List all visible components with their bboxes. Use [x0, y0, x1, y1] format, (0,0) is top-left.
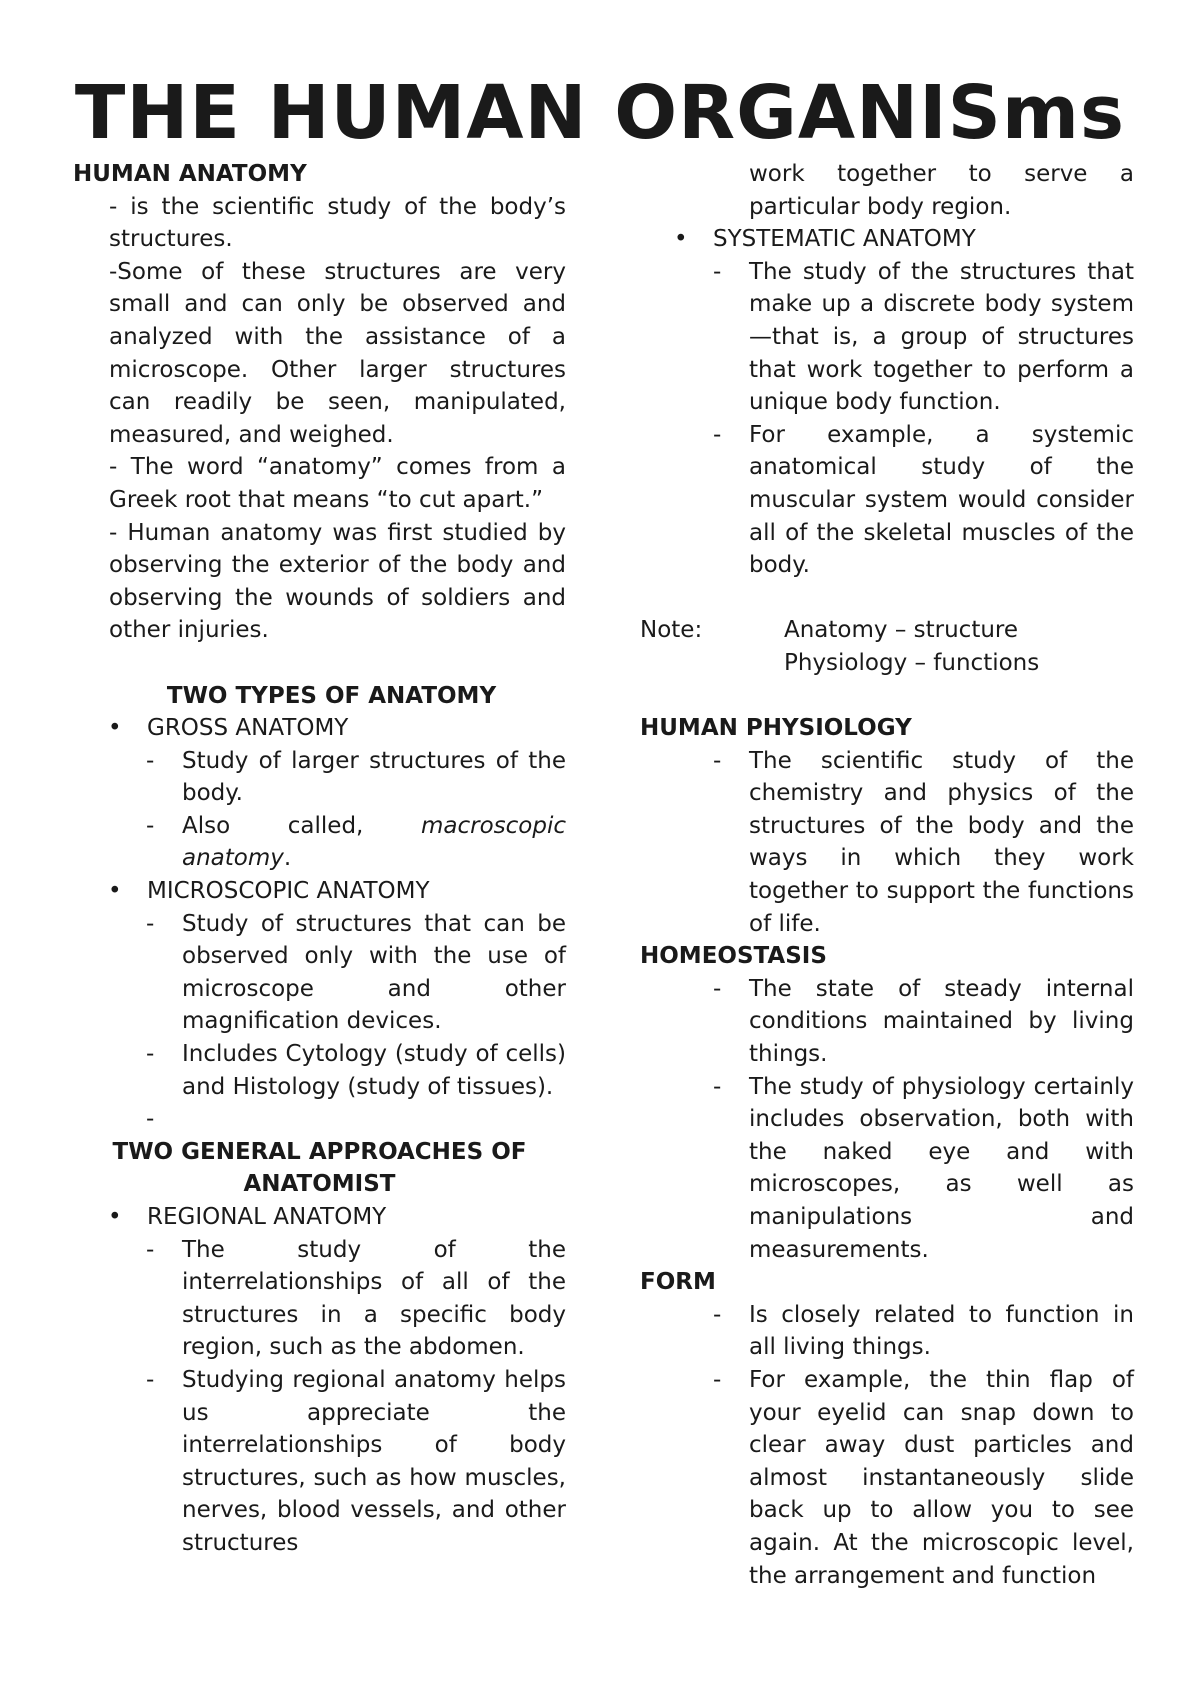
- empty-dash-item: -: [146, 1106, 155, 1133]
- spacer: [73, 647, 566, 680]
- note-block: [640, 614, 1134, 679]
- two-types-heading: TWO TYPES OF ANATOMY: [166, 682, 497, 709]
- human-anatomy-heading: HUMAN ANATOMY: [73, 161, 307, 187]
- left-column: [73, 158, 566, 1560]
- gross-anatomy-item-2: [73, 810, 566, 875]
- macroscopic-anatomy-term: macroscopic anatomy: [182, 812, 566, 872]
- human-anatomy-para-4: - Human anatomy was first studied by observing the exterior of the body and observing the wounds of soldiers and other injuries.: [109, 519, 566, 644]
- microscopic-anatomy-item-1: - Study of structures that can be observed only with the use of microscope and other magnification devices.: [73, 908, 566, 1038]
- systematic-anatomy-item-2: - For example, a systemic anatomical study of the muscular system would consider all of the skeletal muscles of the body.: [640, 419, 1134, 582]
- gross-anatomy-bullet: • GROSS ANATOMY: [73, 712, 566, 745]
- systematic-anatomy-bullet: • SYSTEMATIC ANATOMY: [640, 223, 1134, 256]
- human-anatomy-para-2: -Some of these structures are very small and can only be observed and analyzed with the assistance of a microscope. Other larger structures can readily be seen, manipulated, measured, and weighed.: [109, 258, 566, 448]
- regional-anatomy-item-2-continued: work together to serve a particular body region.: [749, 161, 1134, 220]
- gross-anatomy-item-1: - Study of larger structures of the body.: [73, 745, 566, 810]
- regional-anatomy-bullet: • REGIONAL ANATOMY: [73, 1201, 566, 1234]
- human-anatomy-para-1: - is the scientific study of the body’s structures.: [109, 193, 566, 253]
- right-column: [640, 158, 1134, 1592]
- approaches-heading-line-1: TWO GENERAL APPROACHES OF: [112, 1138, 527, 1165]
- microscopic-anatomy-item-2: - Includes Cytology (study of cells) and Histology (study of tissues).: [73, 1038, 566, 1103]
- note-label: Note:: [640, 617, 703, 644]
- human-anatomy-para-3: - The word “anatomy” comes from a Greek root that means “to cut apart.”: [109, 454, 566, 513]
- form-item-2: - For example, the thin flap of your eyelid can snap down to clear away dust particles and almost instantaneously slide back up to allow you to see again. At the microscopic level, the arrangement and function: [640, 1364, 1134, 1592]
- homeostasis-heading: HOMEOSTASIS: [640, 943, 827, 970]
- approaches-heading-line-2: ANATOMIST: [243, 1171, 396, 1198]
- human-physiology-heading: HUMAN PHYSIOLOGY: [640, 715, 912, 742]
- spacer: [640, 582, 1134, 615]
- note-line-physiology: Physiology – functions: [784, 649, 1040, 676]
- microscopic-anatomy-bullet: • MICROSCOPIC ANATOMY: [73, 875, 566, 908]
- note-line-anatomy: Anatomy – structure: [784, 617, 1019, 644]
- homeostasis-item-1: - The state of steady internal conditions maintained by living things.: [640, 973, 1134, 1071]
- spacer: [640, 680, 1134, 713]
- regional-anatomy-item-2: - Studying regional anatomy helps us appreciate the interrelationships of body structures, such as how muscles, nerves, blood vessels, and other structures: [73, 1364, 566, 1560]
- form-item-1: - Is closely related to function in all living things.: [640, 1299, 1134, 1364]
- homeostasis-item-2: - The study of physiology certainly includes observation, both with the naked eye and with microscopes, as well as manipulations and measurements.: [640, 1071, 1134, 1267]
- human-physiology-item-1: - The scientific study of the chemistry and physics of the structures of the body and the ways in which they work together to support the functions of life.: [640, 745, 1134, 941]
- page-title: THE HUMAN ORGANISms: [74, 70, 1126, 156]
- form-heading: FORM: [640, 1269, 716, 1296]
- gross-anatomy-item-2-suffix: .: [283, 845, 292, 872]
- gross-anatomy-item-2-prefix: Also called,: [182, 812, 421, 839]
- regional-anatomy-item-1: - The study of the interrelationships of all of the structures in a specific body region, such as the abdomen.: [73, 1234, 566, 1364]
- systematic-anatomy-item-1: - The study of the structures that make up a discrete body system—that is, a group of structures that work together to perform a unique body function.: [640, 256, 1134, 419]
